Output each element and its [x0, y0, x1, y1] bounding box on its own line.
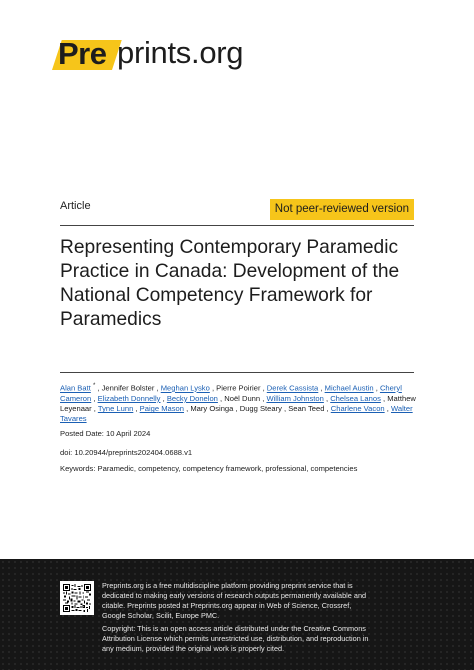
author-link[interactable]: William Johnston: [266, 393, 324, 403]
author-link[interactable]: Charlene Vacon: [330, 404, 385, 414]
author-link[interactable]: Tyne Lunn: [97, 404, 134, 414]
author-link[interactable]: Walter Tavares: [60, 404, 413, 424]
author-text: , Matthew Leyenaar ,: [60, 393, 416, 414]
review-status-badge: Not peer-reviewed version: [270, 199, 414, 220]
author-text: ,: [91, 393, 98, 403]
author-link[interactable]: Meghan Lysko: [160, 383, 210, 393]
author-text: , Pierre Poirier ,: [209, 383, 267, 393]
author-text: ,: [323, 393, 331, 403]
author-text: , Noël Dunn ,: [217, 393, 267, 403]
preprints-logo[interactable]: [44, 35, 244, 72]
doi-text: doi: 10.20944/preprints202404.0688.v1: [60, 448, 193, 457]
author-text: , Jennifer Bolster ,: [95, 383, 161, 393]
article-title: Representing Contemporary Paramedic Practice in Canada: Development of the National Competency Framework for Paramedics: [60, 237, 400, 330]
logo-text-prints: prints.org: [117, 35, 244, 70]
logo-mark: [44, 36, 118, 71]
author-link[interactable]: Becky Donelon: [166, 393, 218, 403]
author-link[interactable]: Alan Batt: [60, 383, 91, 393]
article-type-label: Article: [60, 200, 91, 212]
author-text: , Mary Osinga , Dugg Steary , Sean Teed ,: [184, 404, 331, 414]
footer-copyright: Copyright: This is an open access article distributed under the Creative Commons Attribution License which permits unrestricted use, distribution, and reproduction in any medium, provided the original work is properly cited.: [102, 624, 369, 653]
author-list: [60, 381, 416, 425]
footer-description: Preprints.org is a free multidiscipline platform providing preprint service that is dedicated to making early versions of research outputs permanently available and citable. Preprints posted at Preprints.org appear in Web of Science, Crossref, Google Scholar, Scilit, Europe PMC.: [102, 581, 367, 620]
author-text: ,: [318, 383, 325, 393]
author-text: ,: [133, 404, 140, 414]
top-divider: [60, 225, 414, 226]
keywords-text: Keywords: Paramedic, competency, competency framework, professional, competencies: [60, 464, 358, 473]
logo-text-pre: Pre: [58, 36, 107, 71]
corresponding-author-mark: *: [92, 383, 96, 389]
author-text: ,: [160, 393, 167, 403]
author-text: ,: [373, 383, 380, 393]
author-link[interactable]: Cheryl Cameron: [60, 383, 402, 403]
title-divider: [60, 372, 414, 373]
author-link[interactable]: Chelsea Lanos: [330, 393, 381, 403]
author-text: ,: [384, 404, 391, 414]
author-link[interactable]: Elizabeth Donnelly: [97, 393, 161, 403]
author-link[interactable]: Michael Austin: [324, 383, 374, 393]
author-link[interactable]: Derek Cassista: [266, 383, 319, 393]
qr-code-icon[interactable]: [60, 581, 94, 615]
author-link[interactable]: Paige Mason: [139, 404, 184, 414]
posted-date: Posted Date: 10 April 2024: [60, 429, 151, 438]
